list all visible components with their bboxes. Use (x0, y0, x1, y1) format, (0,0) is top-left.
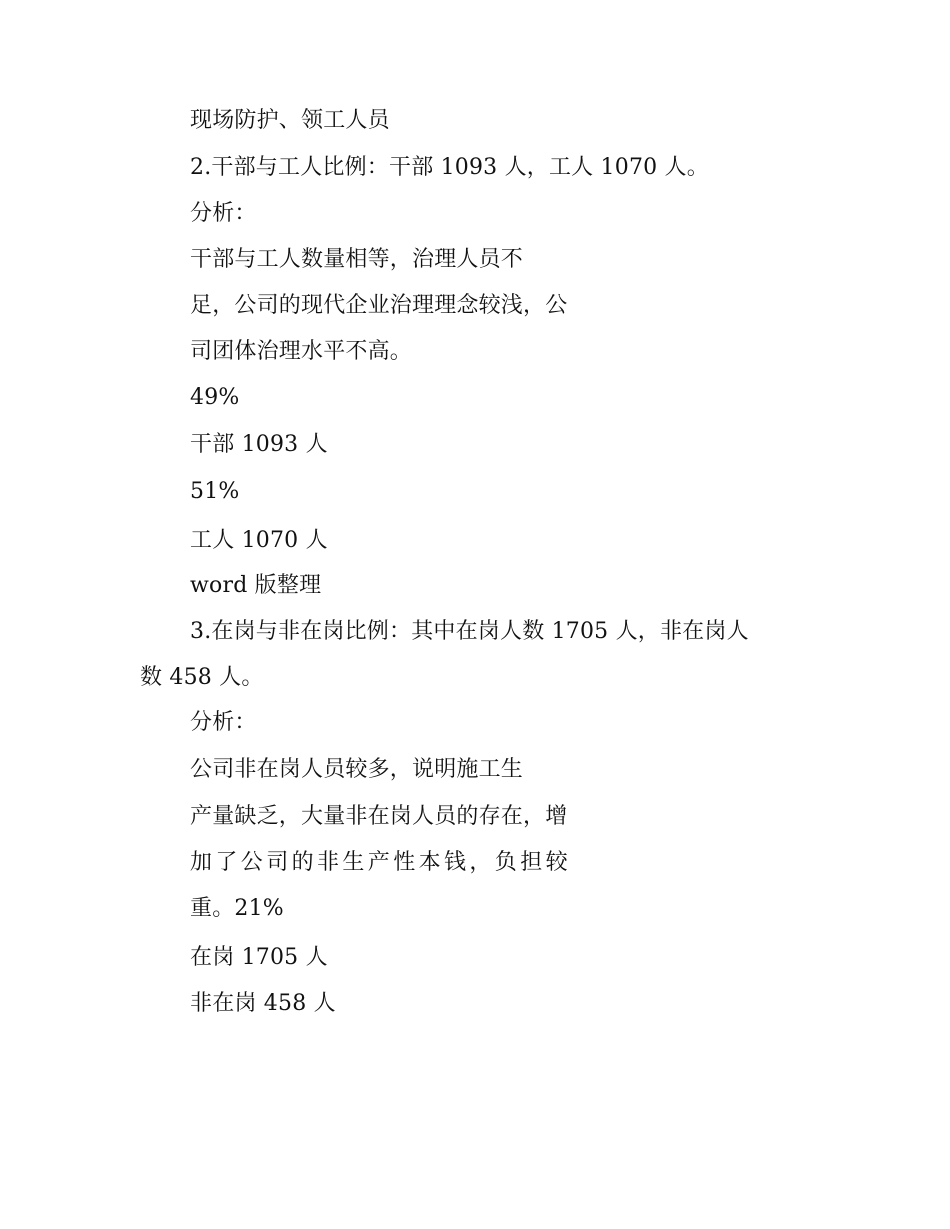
analysis-text-line: 重。21% (190, 896, 284, 921)
section-heading-cadre-worker-ratio: 2.干部与工人比例：干部 1093 人，工人 1070 人。 (190, 155, 709, 180)
percentage-label: 51% (190, 479, 240, 504)
analysis-label: 分析： (190, 710, 257, 735)
category-label-onduty: 在岗 1705 人 (190, 945, 328, 970)
analysis-text-line: 产量缺乏，大量非在岗人员的存在，增 (190, 804, 568, 829)
analysis-text-line: 加了公司的非生产性本钱，负担较 (190, 850, 572, 875)
category-label-worker: 工人 1070 人 (190, 528, 328, 553)
category-label-offduty: 非在岗 458 人 (190, 991, 336, 1016)
section-heading-continuation: 数 458 人。 (140, 665, 264, 690)
analysis-label: 分析： (190, 201, 257, 226)
analysis-text-line: 干部与工人数量相等，治理人员不 (190, 247, 524, 272)
category-label-cadre: 干部 1093 人 (190, 432, 328, 457)
analysis-text-line: 公司非在岗人员较多，说明施工生 (190, 757, 524, 782)
word-version-note: word 版整理 (190, 573, 322, 598)
analysis-text-line: 司团体治理水平不高。 (190, 339, 413, 364)
analysis-text-line: 足，公司的现代企业治理理念较浅，公 (190, 293, 568, 318)
percentage-label: 49% (190, 385, 240, 410)
section-heading-onduty-ratio: 3.在岗与非在岗比例：其中在岗人数 1705 人，非在岗人 (190, 619, 749, 644)
text-line-staff-category: 现场防护、领工人员 (190, 108, 390, 133)
